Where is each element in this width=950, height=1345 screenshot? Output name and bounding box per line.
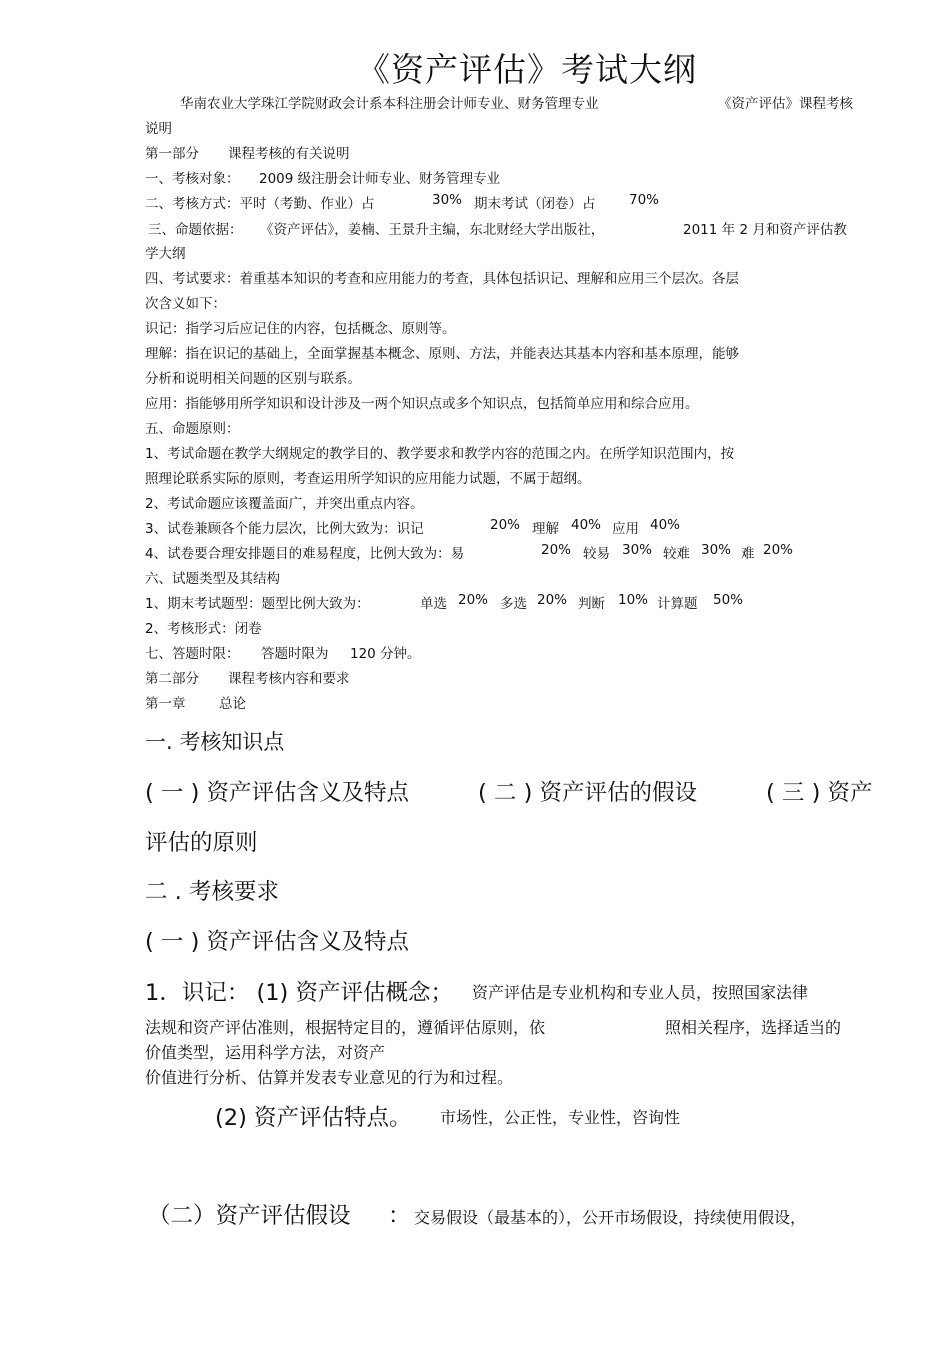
body-text: 理解: [532, 521, 559, 537]
body-text: 20%: [537, 592, 568, 608]
body-text: 次含义如下：: [145, 296, 226, 312]
body-text: 六、试题类型及其结构: [145, 571, 280, 587]
header-text: 《资产评估》课程考核: [718, 96, 853, 112]
body-text: 40%: [650, 517, 681, 533]
body-text: 40%: [571, 517, 602, 533]
body-text: 2011 年 2 月和资产评估教: [683, 222, 847, 238]
part-heading: 第二部分: [145, 671, 199, 687]
body-text: 判断: [578, 596, 605, 612]
body-text: 1、考试命题在教学大纲规定的教学目的、教学要求和教学内容的范围之内。在所学知识范围内，按: [145, 446, 735, 462]
body-text-large: ：: [388, 1203, 411, 1229]
body-text-large: 1．识记： (1) 资产评估概念；: [145, 980, 453, 1006]
body-text: 20%: [490, 517, 521, 533]
body-text: 答题时限为: [261, 646, 329, 662]
body-text: 2、考核形式：闭卷: [145, 621, 262, 637]
knowledge-item: ( 三 ) 资产: [766, 780, 873, 806]
body-text: 应用：指能够用所学知识和设计涉及一两个知识点或多个知识点，包括简单应用和综合应用。: [145, 396, 699, 412]
body-text: 2、考试命题应该覆盖面广，并突出重点内容。: [145, 496, 424, 512]
body-text: 难: [741, 546, 755, 562]
body-text: 分析和说明相关问题的区别与联系。: [145, 371, 361, 387]
body-text: 较易: [583, 546, 610, 562]
body-text: 单选: [420, 596, 447, 612]
body-text: 识记：指学习后应记住的内容，包括概念、原则等。: [145, 321, 456, 337]
section-heading: 一. 考核知识点: [145, 730, 285, 754]
body-text: 20%: [763, 542, 794, 558]
body-text: 照理论联系实际的原则，考查运用所学知识的应用能力试题，不属于超纲。: [145, 471, 591, 487]
section-heading: 二 . 考核要求: [145, 879, 279, 905]
body-text: 1、期末考试题型：题型比例大致为：: [145, 596, 370, 612]
document-title: 《资产评估》考试大纲: [357, 50, 697, 89]
body-text: 学大纲: [145, 246, 186, 262]
body-text: 理解：指在识记的基础上，全面掌握基本概念、原则、方法，并能表达其基本内容和基本原理，能够: [145, 346, 739, 362]
body-text: 10%: [618, 592, 649, 608]
body-text: 2009 级注册会计师专业、财务管理专业: [259, 171, 501, 187]
chapter-heading: 第一章: [145, 696, 186, 712]
knowledge-item: ( 二 ) 资产评估的假设: [478, 780, 698, 806]
body-text: 《资产评估》，姜楠、王景升主编，东北财经大学出版社，: [260, 222, 605, 238]
body-text: 4、试卷要合理安排题目的难易程度，比例大致为：易: [145, 546, 465, 562]
body-text: 交易假设（最基本的），公开市场假设，持续使用假设，: [414, 1208, 807, 1227]
part-heading: 课程考核的有关说明: [228, 146, 350, 162]
knowledge-item: 评估的原则: [145, 830, 258, 856]
body-text: 30%: [432, 192, 463, 208]
body-text: 法规和资产评估准则，根据特定目的，遵循评估原则，依: [145, 1018, 546, 1037]
body-text: 30%: [701, 542, 732, 558]
body-text: 价值类型，运用科学方法，对资产: [145, 1043, 386, 1062]
body-text: 三、命题依据：: [148, 222, 243, 238]
part-heading: 第一部分: [145, 146, 199, 162]
body-text: 3、试卷兼顾各个能力层次，比例大致为：识记: [145, 521, 424, 537]
body-text: 期末考试（闭卷）占: [474, 196, 596, 212]
subsection-heading: ( 一 ) 资产评估含义及特点: [145, 929, 410, 955]
body-text: 20%: [541, 542, 572, 558]
body-text: 一、考核对象：: [145, 171, 240, 187]
body-text: 五、命题原则：: [145, 421, 240, 437]
chapter-heading: 总论: [219, 696, 246, 712]
header-text: 说明: [145, 121, 172, 137]
subsection-heading: （二）资产评估假设: [148, 1203, 351, 1229]
body-text: 应用: [612, 521, 639, 537]
body-text: 二、考核方式：平时（考勤、作业）占: [145, 196, 375, 212]
body-text: 价值进行分析、估算并发表专业意见的行为和过程。: [145, 1068, 514, 1087]
body-text: 120 分钟。: [350, 646, 421, 662]
part-heading: 课程考核内容和要求: [228, 671, 350, 687]
body-text: 四、考试要求：着重基本知识的考查和应用能力的考查，具体包括识记、理解和应用三个层次。各层: [145, 271, 739, 287]
body-text: 30%: [622, 542, 653, 558]
body-text: 市场性，公正性，专业性，咨询性: [440, 1108, 681, 1127]
body-text: 资产评估是专业机构和专业人员，按照国家法律: [472, 983, 809, 1002]
body-text: 照相关程序，选择适当的: [665, 1018, 842, 1037]
body-text: 50%: [713, 592, 744, 608]
knowledge-item: ( 一 ) 资产评估含义及特点: [145, 780, 410, 806]
body-text: 计算题: [657, 596, 698, 612]
body-text: 70%: [629, 192, 660, 208]
body-text: 20%: [458, 592, 489, 608]
body-text: 较难: [663, 546, 690, 562]
body-text-large: (2) 资产评估特点。: [215, 1105, 412, 1131]
body-text: 七、答题时限：: [145, 646, 240, 662]
header-text: 华南农业大学珠江学院财政会计系本科注册会计师专业、财务管理专业: [180, 96, 599, 112]
body-text: 多选: [500, 596, 527, 612]
